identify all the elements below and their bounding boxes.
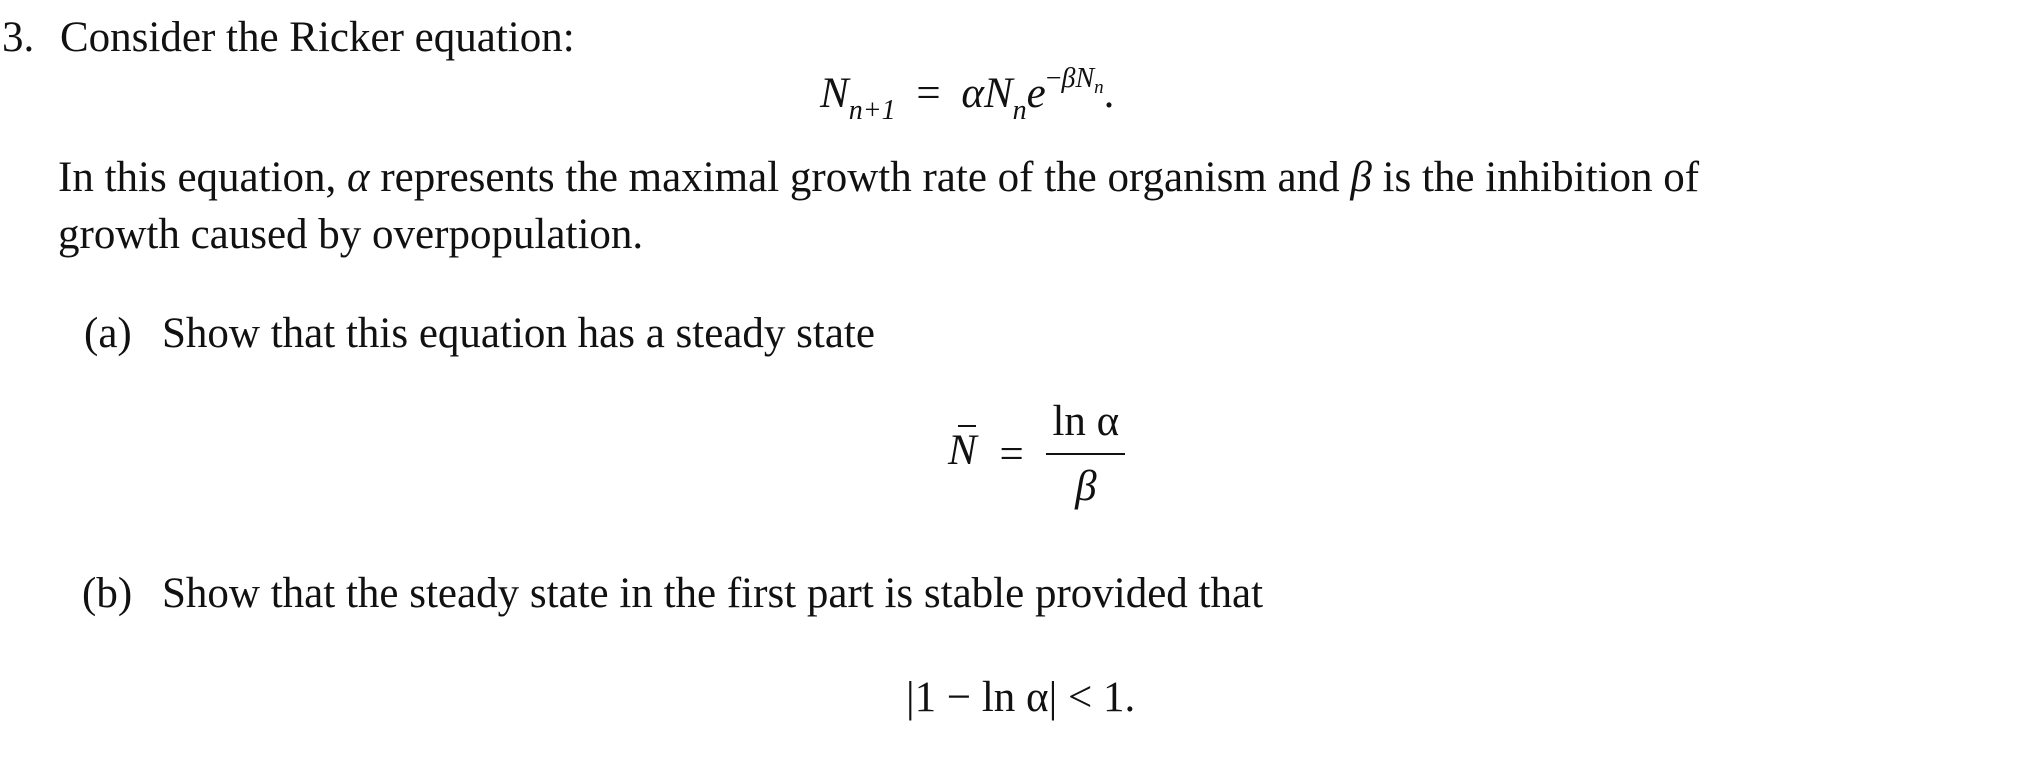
- exponent-subscript: n: [1094, 77, 1104, 98]
- exponent-minus-sign: −: [1045, 63, 1062, 94]
- problem-intro: Consider the Ricker equation:: [60, 14, 575, 61]
- fraction-denominator: β: [1075, 463, 1097, 510]
- paragraph-text-a: In this equation,: [58, 154, 348, 201]
- paragraph-beta: β: [1350, 154, 1372, 201]
- paragraph-line-2: growth caused by overpopulation.: [58, 211, 644, 258]
- exponent-beta: β: [1061, 63, 1076, 94]
- paragraph-line-1: [58, 156, 1699, 199]
- equation-lhs-variable: N: [820, 70, 849, 117]
- steady-state-equals-sign: =: [999, 430, 1024, 478]
- paragraph-text-b: represents the maximal growth rate of the organism and: [369, 154, 1351, 201]
- paragraph-text-c: is the inhibition of: [1371, 154, 1700, 201]
- stability-condition: |1 − ln α| < 1.: [906, 674, 1136, 721]
- equation-rhs-subscript: n: [1012, 95, 1027, 126]
- part-a-label: (a): [84, 310, 132, 357]
- equation-rhs-variable: N: [983, 70, 1013, 117]
- part-b-text: Show that the steady state in the first part is stable provided that: [162, 570, 1264, 617]
- part-b-label: (b): [82, 570, 133, 617]
- part-a-text: Show that this equation has a steady state: [162, 310, 875, 357]
- problem-number: 3.: [2, 14, 35, 61]
- equation-equals-sign: =: [916, 70, 941, 117]
- equation-exponent: [1045, 63, 1104, 98]
- exponent-variable: N: [1075, 63, 1095, 94]
- n-bar-symbol: [948, 426, 977, 474]
- ricker-equation: [820, 63, 1115, 126]
- overbar: [958, 425, 976, 427]
- fraction-numerator: ln α: [1046, 400, 1125, 455]
- steady-state-variable: N: [948, 426, 977, 474]
- paragraph-alpha: α: [347, 154, 370, 201]
- steady-state-fraction: [1046, 400, 1125, 508]
- equation-end-period: .: [1103, 70, 1115, 117]
- equation-exponential-base: e: [1026, 70, 1046, 117]
- steady-state-formula: [948, 400, 1125, 508]
- equation-lhs-subscript: n+1: [848, 95, 896, 126]
- equation-alpha: α: [961, 70, 984, 117]
